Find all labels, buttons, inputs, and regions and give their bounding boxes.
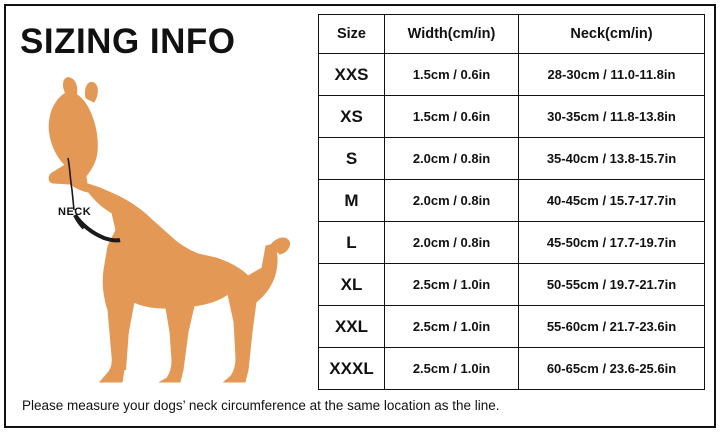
measurement-instruction: Please measure your dogs’ neck circumference at the same location as the line. bbox=[22, 398, 500, 413]
cell-width: 2.5cm / 1.0in bbox=[385, 348, 519, 390]
table-row bbox=[319, 264, 705, 306]
cell-width: 2.0cm / 0.8in bbox=[385, 138, 519, 180]
dog-silhouette-icon bbox=[12, 70, 308, 386]
neck-label: NECK bbox=[58, 206, 92, 218]
cell-neck: 40-45cm / 15.7-17.7in bbox=[519, 180, 705, 222]
cell-size: S bbox=[319, 138, 385, 180]
column-header-size: Size bbox=[319, 15, 385, 54]
cell-neck: 45-50cm / 17.7-19.7in bbox=[519, 222, 705, 264]
cell-width: 2.5cm / 1.0in bbox=[385, 306, 519, 348]
cell-width: 2.5cm / 1.0in bbox=[385, 264, 519, 306]
cell-neck: 30-35cm / 11.8-13.8in bbox=[519, 96, 705, 138]
cell-size: XXL bbox=[319, 306, 385, 348]
cell-neck: 50-55cm / 19.7-21.7in bbox=[519, 264, 705, 306]
table-row bbox=[319, 348, 705, 390]
cell-neck: 35-40cm / 13.8-15.7in bbox=[519, 138, 705, 180]
cell-size: XL bbox=[319, 264, 385, 306]
cell-neck: 28-30cm / 11.0-11.8in bbox=[519, 54, 705, 96]
cell-size: M bbox=[319, 180, 385, 222]
table-row bbox=[319, 138, 705, 180]
cell-size: XXS bbox=[319, 54, 385, 96]
size-table bbox=[318, 14, 705, 390]
cell-size: XS bbox=[319, 96, 385, 138]
cell-width: 2.0cm / 0.8in bbox=[385, 222, 519, 264]
cell-width: 2.0cm / 0.8in bbox=[385, 180, 519, 222]
table-row bbox=[319, 54, 705, 96]
dog-illustration bbox=[12, 70, 308, 386]
cell-size: XXXL bbox=[319, 348, 385, 390]
table-row bbox=[319, 180, 705, 222]
column-header-width: Width(cm/in) bbox=[385, 15, 519, 54]
cell-width: 1.5cm / 0.6in bbox=[385, 96, 519, 138]
table-row bbox=[319, 222, 705, 264]
illustration-panel bbox=[8, 8, 308, 388]
cell-neck: 55-60cm / 21.7-23.6in bbox=[519, 306, 705, 348]
table-row bbox=[319, 96, 705, 138]
page-title: SIZING INFO bbox=[20, 22, 236, 61]
cell-neck: 60-65cm / 23.6-25.6in bbox=[519, 348, 705, 390]
column-header-neck: Neck(cm/in) bbox=[519, 15, 705, 54]
size-chart bbox=[318, 14, 704, 386]
cell-size: L bbox=[319, 222, 385, 264]
table-row bbox=[319, 306, 705, 348]
table-header-row bbox=[319, 15, 705, 54]
cell-width: 1.5cm / 0.6in bbox=[385, 54, 519, 96]
